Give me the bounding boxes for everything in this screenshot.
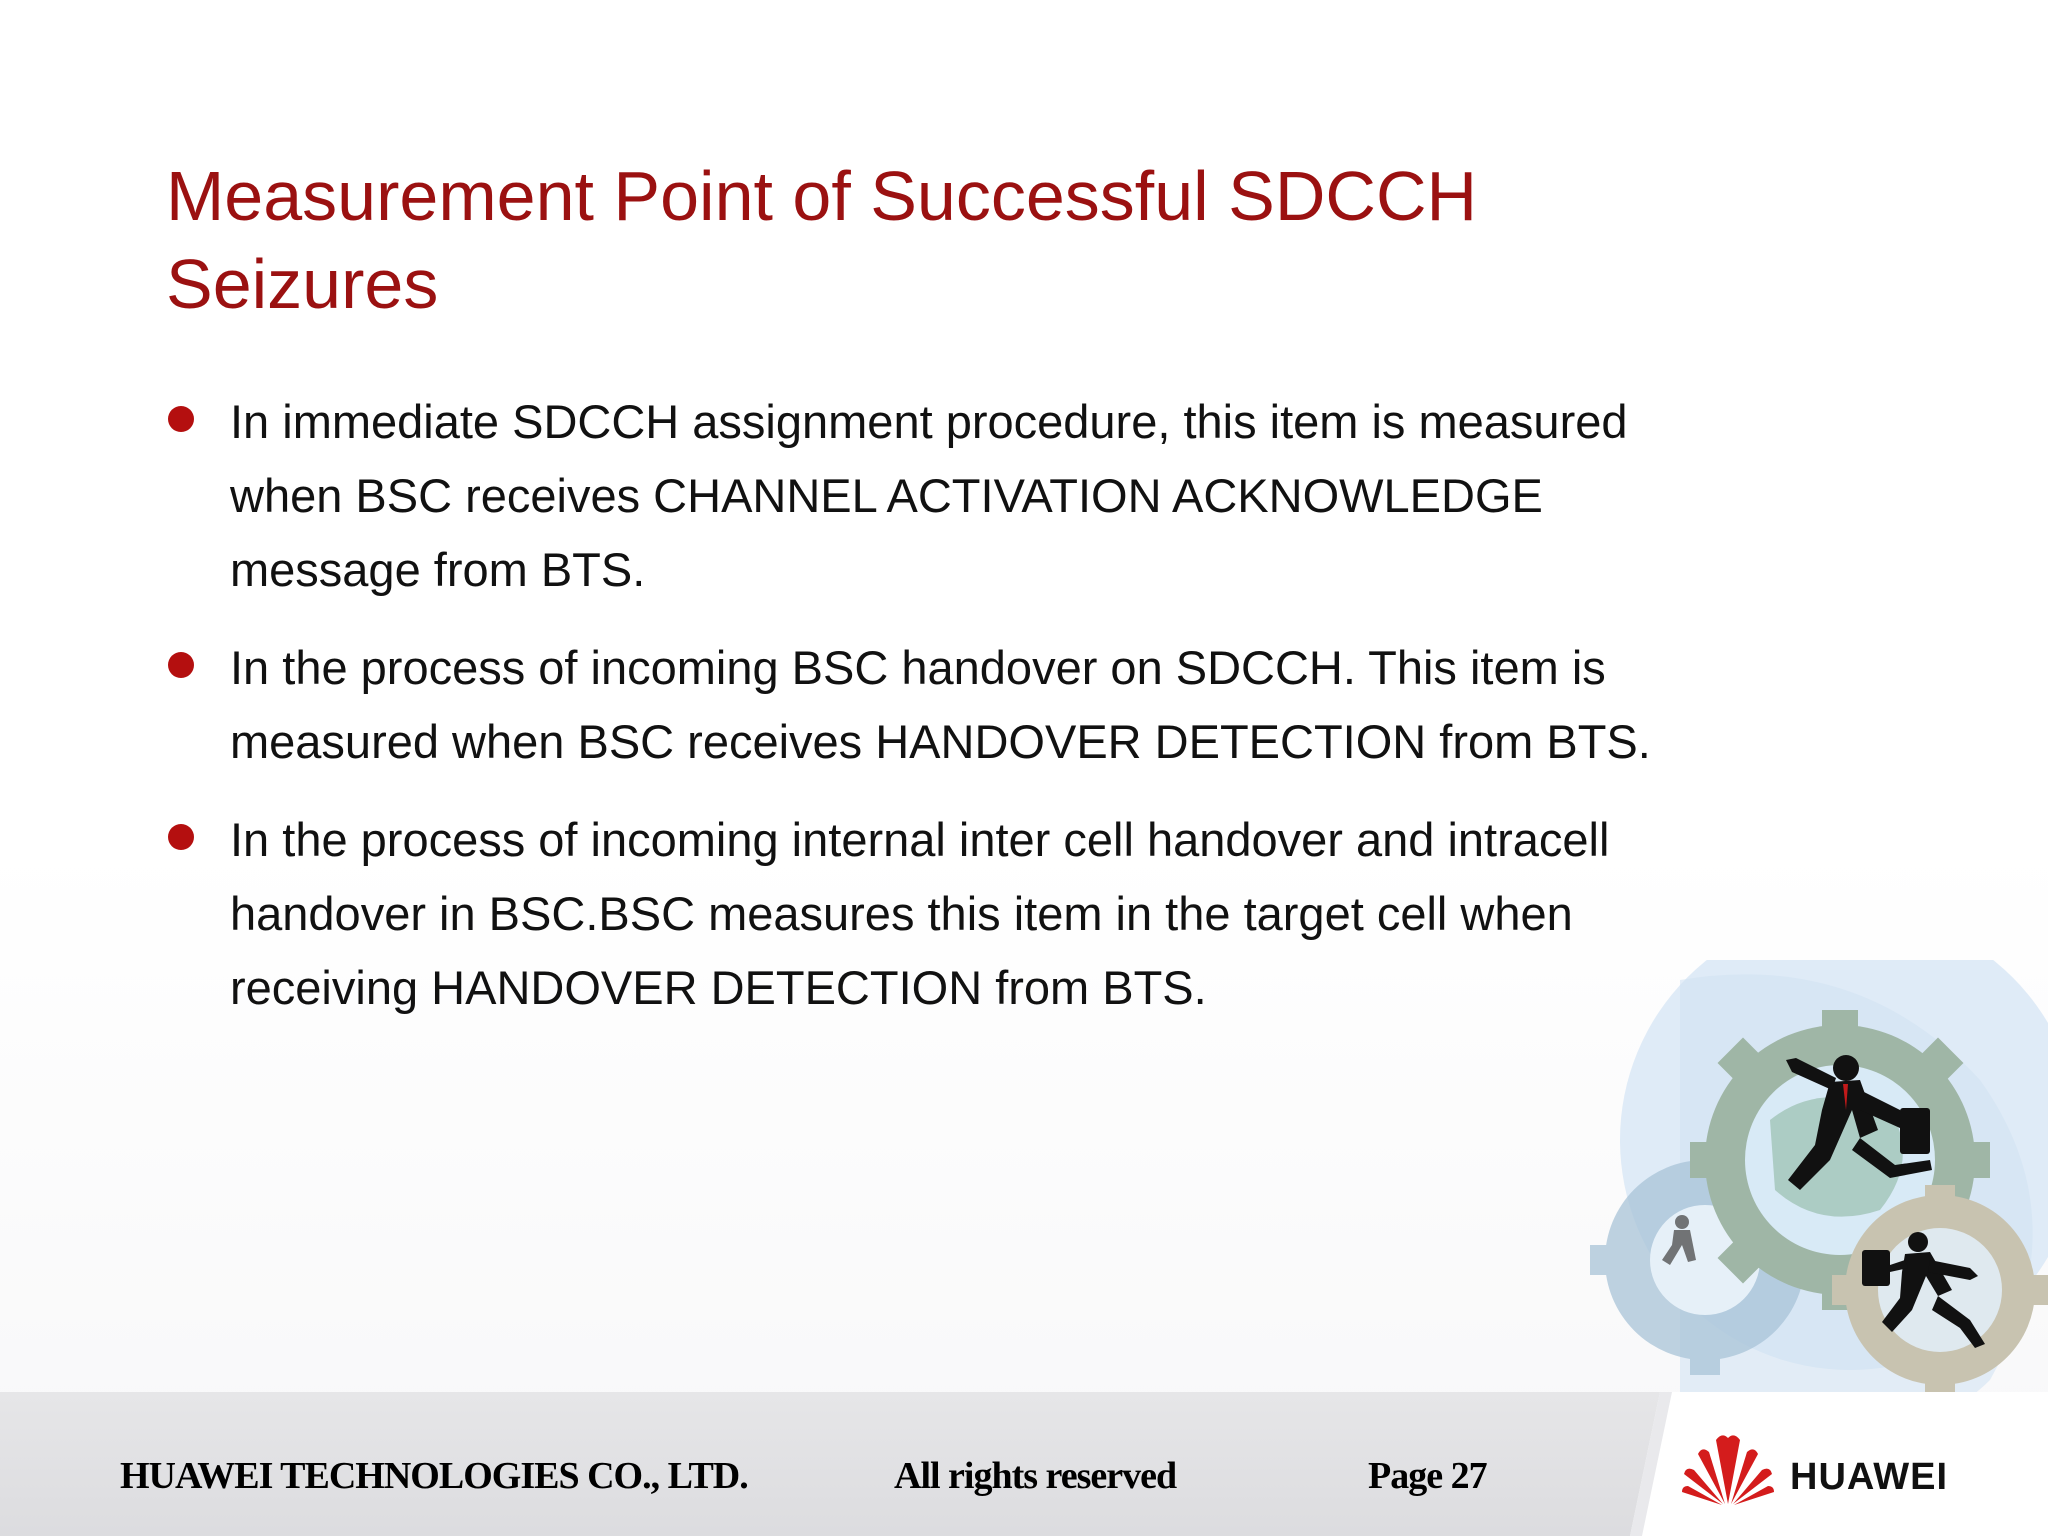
bullet-item (166, 631, 1666, 779)
bullet-text: In immediate SDCCH assignment procedure, this item is measured when BSC receives CHANNEL ACTIVATION ACKNOWLEDGE message from BTS. (230, 395, 1628, 596)
bullet-dot-icon (168, 406, 194, 432)
bullet-list (166, 385, 1666, 1049)
bullet-dot-icon (168, 652, 194, 678)
bullet-text: In the process of incoming internal inter cell handover and intracell handover in BSC.BSC measures this item in the target cell when receiving HANDOVER DETECTION from BTS. (230, 813, 1610, 1014)
huawei-logo-icon (1678, 1430, 1778, 1506)
bullet-dot-icon (168, 824, 194, 850)
footer-rights: All rights reserved (894, 1455, 1177, 1497)
slide-title: Measurement Point of Successful SDCCH Seizures (166, 157, 1478, 323)
huawei-logo-text: HUAWEI (1790, 1456, 1948, 1498)
bullet-item (166, 385, 1666, 607)
gears-businessmen-illustration (1560, 960, 2048, 1430)
footer-page-number: Page 27 (1368, 1455, 1487, 1497)
bullet-text: In the process of incoming BSC handover on SDCCH. This item is measured when BSC receives HANDOVER DETECTION from BTS. (230, 641, 1651, 768)
bullet-item (166, 803, 1666, 1025)
footer-company: HUAWEI TECHNOLOGIES CO., LTD. (120, 1455, 748, 1497)
